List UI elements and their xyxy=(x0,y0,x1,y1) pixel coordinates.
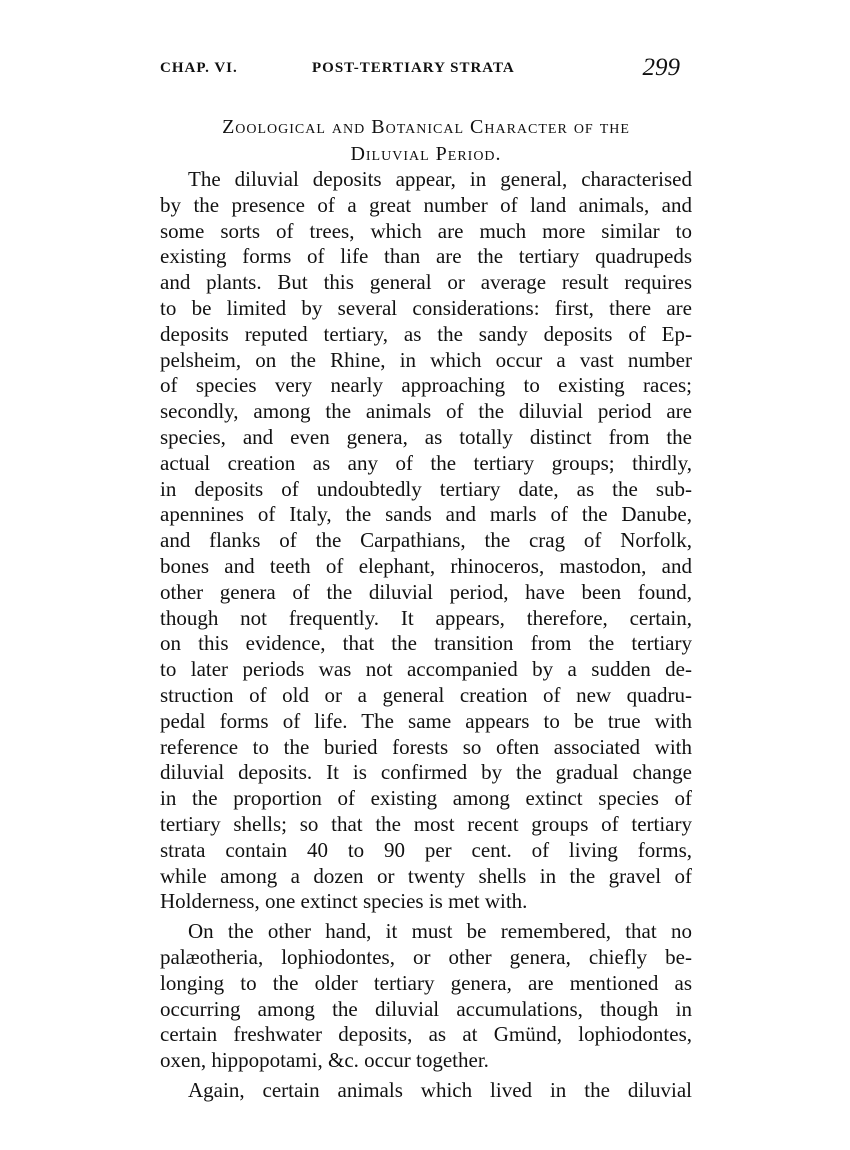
text-line: On the other hand, it must be remembered, that no xyxy=(188,919,692,944)
text-line: struction of old or a general creation of new quadru- xyxy=(160,682,692,707)
text-line: Again, certain animals which lived in the diluvial xyxy=(188,1077,692,1102)
text-line: Holderness, one extinct species is met with. xyxy=(160,889,528,914)
text-line: longing to the older tertiary genera, are mentioned as xyxy=(160,970,692,995)
text-line: pedal forms of life. The same appears to be true with xyxy=(160,708,692,733)
text-line: oxen, hippopotami, &c. occur together. xyxy=(160,1048,489,1073)
text-line: occurring among the diluvial accumulations, though in xyxy=(160,996,692,1021)
text-line: though not frequently. It appears, therefore, certain, xyxy=(160,605,692,630)
text-line: reference to the buried forests so often associated with xyxy=(160,734,692,759)
text-line: on this evidence, that the transition from the tertiary xyxy=(160,631,692,656)
section-heading xyxy=(160,114,692,168)
text-line: deposits reputed tertiary, as the sandy deposits of Ep- xyxy=(160,321,692,346)
text-line: secondly, among the animals of the diluvial period are xyxy=(160,399,692,424)
text-line: pelsheim, on the Rhine, in which occur a vast number xyxy=(160,347,692,372)
text-line: and plants. But this general or average result requires xyxy=(160,270,692,295)
text-line: in deposits of undoubtedly tertiary date, as the sub- xyxy=(160,476,692,501)
chapter-label: CHAP. VI. xyxy=(160,60,238,76)
text-line: existing forms of life than are the tertiary quadrupeds xyxy=(160,244,692,269)
text-line: by the presence of a great number of land animals, and xyxy=(160,192,692,217)
text-line: species, and even genera, as totally distinct from the xyxy=(160,424,692,449)
section-heading-line-1: Zoological and Botanical Character of the xyxy=(222,116,630,138)
running-head xyxy=(160,54,680,88)
text-line: actual creation as any of the tertiary groups; thirdly, xyxy=(160,450,692,475)
text-line: apennines of Italy, the sands and marls of the Danube, xyxy=(160,502,692,527)
text-line: in the proportion of existing among extinct species of xyxy=(160,786,692,811)
text-line: of species very nearly approaching to existing races; xyxy=(160,373,692,398)
body-text xyxy=(160,167,692,1104)
text-line: and flanks of the Carpathians, the crag of Norfolk, xyxy=(160,528,692,553)
text-line: some sorts of trees, which are much more similar to xyxy=(160,218,692,243)
text-line: strata contain 40 to 90 per cent. of living forms, xyxy=(160,837,692,862)
text-line: to later periods was not accompanied by a sudden de- xyxy=(160,657,692,682)
text-line: diluvial deposits. It is confirmed by the gradual change xyxy=(160,760,692,785)
text-line: palæotheria, lophiodontes, or other genera, chiefly be- xyxy=(160,944,692,969)
text-line: The diluvial deposits appear, in general, characterised xyxy=(188,167,692,191)
text-line: to be limited by several considerations: first, there are xyxy=(160,295,692,320)
text-line: certain freshwater deposits, as at Gmünd, lophiodontes, xyxy=(160,1022,692,1047)
text-line: other genera of the diluvial period, have been found, xyxy=(160,579,692,604)
text-line: while among a dozen or twenty shells in the gravel of xyxy=(160,863,692,888)
running-title: POST-TERTIARY STRATA xyxy=(312,60,515,76)
page-number: 299 xyxy=(642,54,680,81)
text-line: tertiary shells; so that the most recent groups of tertiary xyxy=(160,811,692,836)
section-heading-line-2: Diluvial Period. xyxy=(350,143,502,165)
text-line: bones and teeth of elephant, rhinoceros, mastodon, and xyxy=(160,553,692,578)
